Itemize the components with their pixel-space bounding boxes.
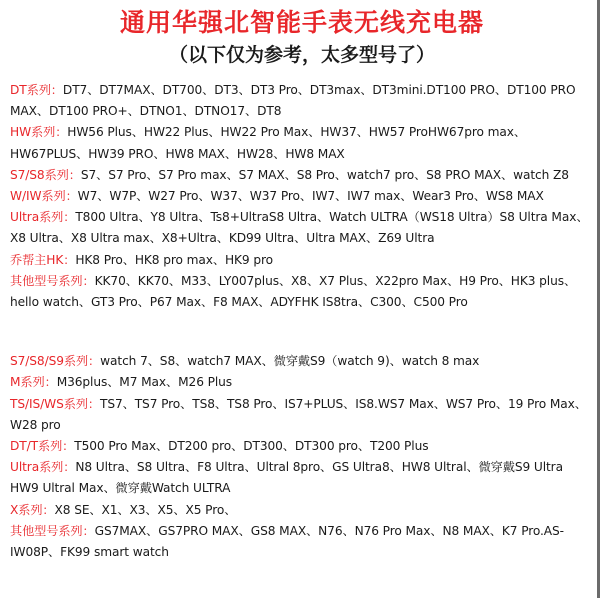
series-entry-s7-s8	[10, 165, 594, 186]
page-subtitle: （以下仅为参考，太多型号了）	[168, 44, 435, 66]
series-models: S7、S7 Pro、S7 Pro max、S7 MAX、S8 Pro、watch7 pro、S8 PRO MAX、watch Z8	[80, 167, 569, 182]
series-models: watch 7、S8、watch7 MAX、微穿戴S9（watch 9)、watch 8 max	[100, 354, 480, 369]
series-label: 其他型号系列：	[10, 523, 95, 538]
model-list-secondary	[10, 351, 594, 563]
series-models: HW56 Plus、HW22 Plus、HW22 Pro Max、HW37、HW57 ProHW67pro max、HW67PLUS、HW39 PRO、HW8 MAX、HW28、HW8 MAX	[10, 125, 526, 161]
series-label: M系列：	[10, 375, 57, 390]
series-models: T800 Ultra、Y8 Ultra、Ts8+UltraS8 Ultra、Watch ULTRA（WS18 Ultra）S8 Ultra Max、X8 Ultra、X8 Ultra max、X8+Ultra、KD99 Ultra、Ultra MAX、Z69 Ultra	[10, 210, 589, 246]
series-label: DT/T系列：	[10, 439, 75, 454]
series-entry-ts-is-ws	[10, 394, 594, 436]
series-entry-m	[10, 372, 594, 393]
series-label: TS/IS/WS系列：	[10, 396, 100, 411]
series-models: KK70、KK70、M33、LY007plus、X8、X7 Plus、X22pro Max、H9 Pro、HK3 plus、hello watch、GT3 Pro、P67 Max、F8 MAX、ADYFHK IS8tra、C300、C500 Pro	[10, 273, 577, 310]
model-list-primary	[10, 80, 594, 313]
series-models: W7、W7P、W27 Pro、W37、W37 Pro、IW7、IW7 max、Wear3 Pro、WS8 MAX	[77, 189, 544, 204]
series-entry-s7-s8-s9	[10, 351, 594, 372]
series-entry-ultra	[10, 207, 594, 249]
series-models: T500 Pro Max、DT200 pro、DT300、DT300 pro、T200 Plus	[74, 439, 429, 454]
series-models: X8 SE、X1、X3、X5、X5 Pro、	[54, 502, 237, 517]
series-entry-hw	[10, 122, 594, 164]
series-models: M36plus、M7 Max、M26 Plus	[56, 375, 233, 390]
series-models: GS7MAX、GS7PRO MAX、GS8 MAX、N76、N76 Pro Max、N8 MAX、K7 Pro.AS-IW08P、FK99 smart watch	[10, 523, 564, 560]
series-entry-hk	[10, 250, 594, 271]
series-models: DT7、DT7MAX、DT700、DT3、DT3 Pro、DT3max、DT3mini.DT100 PRO、DT100 PRO MAX、DT100 PRO+、DTNO1、DTNO17、DT8	[10, 83, 576, 119]
series-label: HW系列：	[10, 125, 68, 140]
series-label: 其他型号系列：	[10, 273, 95, 288]
series-label: S7/S8系列：	[10, 167, 81, 182]
series-label: S7/S8/S9系列：	[10, 354, 101, 369]
series-models: N8 Ultra、S8 Ultra、F8 Ultra、Ultral 8pro、GS Ultra8、HW8 Ultral、微穿戴S9 Ultra HW9 Ultral Max、微穿戴Watch ULTRA	[10, 460, 563, 496]
series-label: W/IW系列：	[10, 189, 78, 204]
series-entry-other-2	[10, 521, 594, 563]
series-models: TS7、TS7 Pro、TS8、TS8 Pro、IS7+PLUS、IS8.WS7 Max、WS7 Pro、19 Pro Max、W28 pro	[10, 396, 587, 432]
series-entry-ultra-2	[10, 457, 594, 499]
series-entry-x	[10, 500, 594, 521]
series-label: 乔帮主HK：	[10, 252, 76, 267]
series-entry-w-iw	[10, 186, 594, 207]
series-entry-dt-t	[10, 436, 594, 457]
series-label: X系列：	[10, 502, 55, 517]
series-entry-other	[10, 271, 594, 313]
series-label: DT系列：	[10, 83, 63, 97]
series-label: Ultra系列：	[10, 460, 76, 475]
series-label: Ultra系列：	[10, 210, 76, 225]
page-title: 通用华强北智能手表无线充电器	[119, 8, 484, 37]
series-models: HK8 Pro、HK8 pro max、HK9 pro	[75, 252, 273, 267]
series-entry-dt	[10, 80, 594, 122]
